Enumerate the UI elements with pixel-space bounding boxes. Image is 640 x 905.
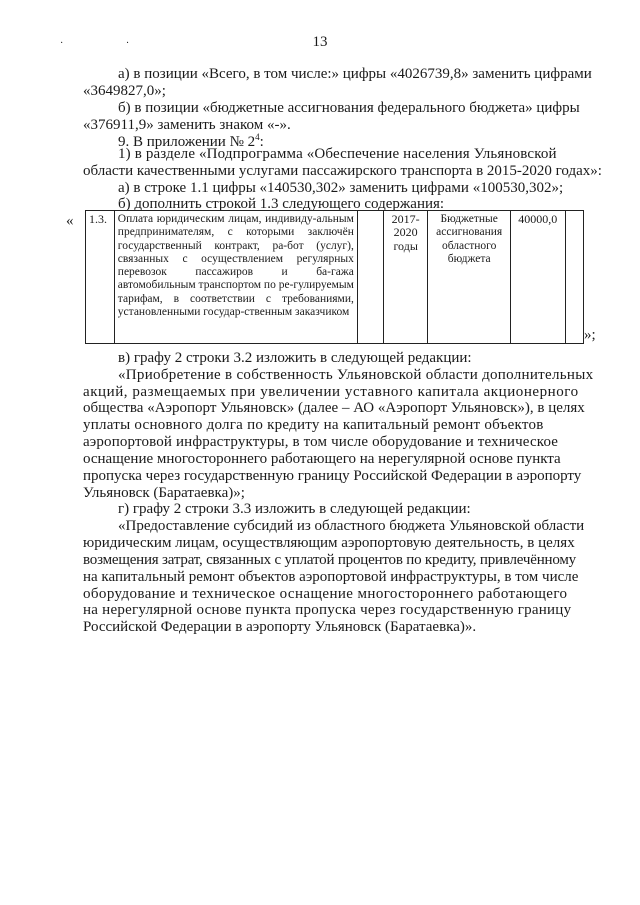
inserted-table-row: [85, 210, 584, 344]
text-line: 9. В приложении № $2^4$:: [118, 132, 264, 150]
table-row: [86, 211, 584, 344]
row-source: Бюджетные ассигнования областного бюджета: [428, 211, 511, 344]
text-line: на капитальный ремонт объектов аэропортовой инфраструктуры, в том числе: [83, 569, 579, 585]
text-line: возмещения затрат, связанных с уплатой процентов по кредиту, привлечённому: [83, 552, 576, 568]
text-line: 1) в разделе «Подпрограмма «Обеспечение населения Ульяновской: [118, 146, 557, 162]
text-line: «376911,9» заменить знаком «-».: [83, 117, 291, 133]
row-period: 2017-2020 годы: [383, 211, 428, 344]
row-amount: 40000,0: [510, 211, 565, 344]
page-number: 13: [312, 34, 328, 50]
text-line: на нерегулярной основе пункта пропуска через государственную границу: [83, 602, 572, 618]
empty-cell: [565, 211, 584, 344]
text-line: а) в позиции «Всего, в том числе:» цифры «4026739,8» заменить цифрами: [118, 66, 592, 82]
empty-cell: [357, 211, 383, 344]
row-number: 1.3.: [86, 211, 115, 344]
text-line: Ульяновск (Баратаевка)»;: [83, 485, 245, 501]
text-line: в) графу 2 строки 3.2 изложить в следующей редакции:: [118, 350, 472, 366]
text-line: оборудование и техническое оснащение многостороннего работающего: [83, 586, 568, 602]
text-line: пропуска через государственную границу Российской Федерации в аэропорту: [83, 468, 582, 484]
row-description: Оплата юридическим лицам, индивиду-альным предпринимателям, с которыми заключён государственный контракт, ра-бот (услуг), связанных с осуществлением регулярных перевозок пассажиров и ба-гажа автомобильным транспортом по ре-гулируемым тарифам, в соответствии с требованиями, установленными государ-ственным заказчиком: [114, 211, 357, 344]
scan-artifact-dots: · ·: [60, 38, 160, 49]
text-line: б) в позиции «бюджетные ассигнования федерального бюджета» цифры: [118, 100, 580, 116]
text-line: юридическим лицам, осуществляющим аэропортовую деятельность, в целях: [83, 535, 575, 551]
text-line: «Приобретение в собственность Ульяновской области дополнительных: [118, 367, 594, 383]
text-line: акций, размещаемых при увеличении уставного капитала акционерного: [83, 384, 579, 400]
text-line: Российской Федерации в аэропорту Ульяновск (Баратаевка)».: [83, 619, 477, 635]
table-close-quote: »;: [584, 327, 596, 343]
text-line: общества «Аэропорт Ульяновск» (далее – АО «Аэропорт Ульяновск»), в целях: [83, 400, 585, 416]
text-line: «Предоставление субсидий из областного бюджета Ульяновской области: [118, 518, 585, 534]
text-line: г) графу 2 строки 3.3 изложить в следующей редакции:: [118, 501, 471, 517]
text-line: «3649827,0»;: [83, 83, 166, 99]
text-line: оснащение многостороннего работающего на нерегулярной основе пункта: [83, 451, 561, 467]
text-line: а) в строке 1.1 цифры «140530,302» заменить цифрами «100530,302»;: [118, 180, 564, 196]
text-line: аэропортовой инфраструктуры, в том числе оборудование и техническое: [83, 434, 559, 450]
text-line: уплаты основного долга по кредиту на капитальный ремонт объектов: [83, 417, 544, 433]
table-open-quote: «: [66, 213, 74, 229]
text-line: области качественными услугами пассажирского транспорта в 2015-2020 годах»:: [83, 163, 602, 179]
text-line: б) дополнить строкой 1.3 следующего содержания:: [118, 196, 445, 212]
